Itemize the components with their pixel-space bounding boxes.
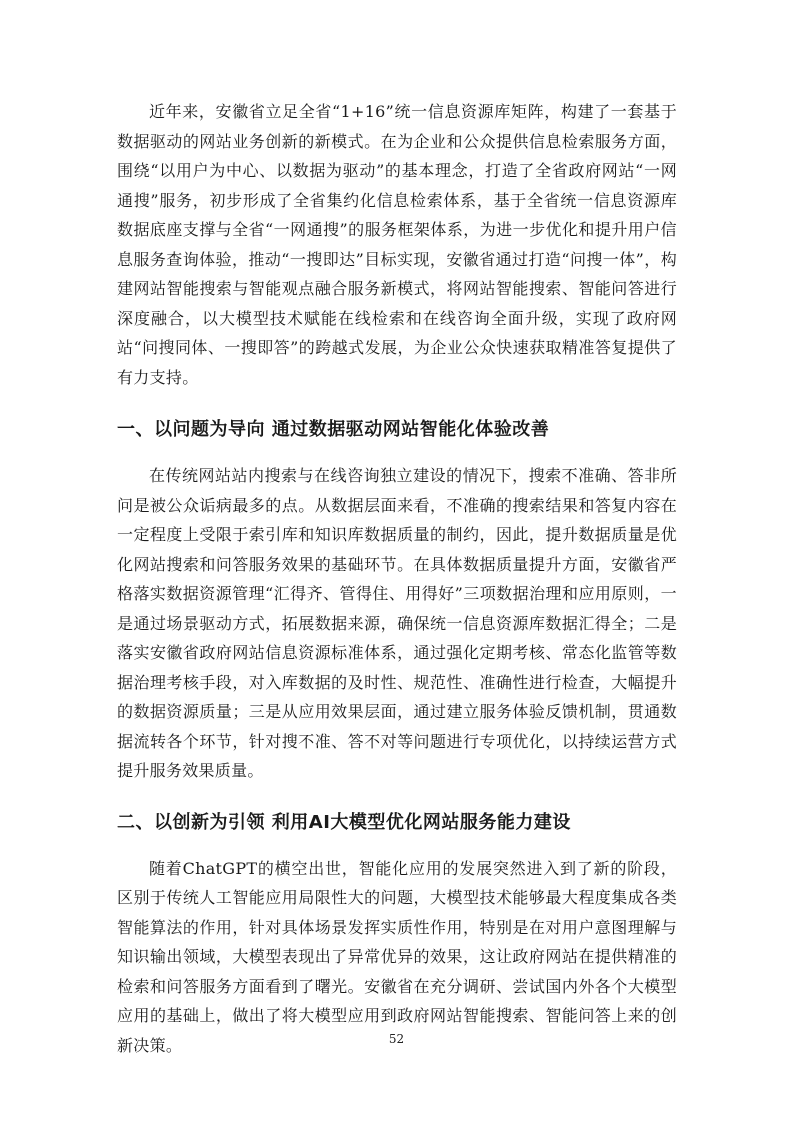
- section-2-heading: 二、以创新为引领 利用AI大模型优化网站服务能力建设: [117, 811, 571, 833]
- section-1-paragraph: 在传统网站站内搜索与在线咨询独立建设的情况下，搜索不准确、答非所问是被公众诟病最多的点。从数据层面来看，不准确的搜索结果和答复内容在一定程度上受限于索引库和知识库数据质量的制约，因此，提升数据质量是优化网站搜索和问答服务效果的基础环节。在具体数据质量提升方面，安徽省严格落实数据资源管理“汇得齐、管得住、用得好”三项数据治理和应用原则，一是通过场景驱动方式，拓展数据来源，确保统一信息资源库数据汇得全；二是落实安徽省政府网站信息资源标准体系，通过强化定期考核、常态化监管等数据治理考核手段，对入库数据的及时性、规范性、准确性进行检查，大幅提升的数据资源质量；三是从应用效果层面，通过建立服务体验反馈机制，贯通数据流转各个环节，针对搜不准、答不对等问题进行专项优化，以持续运营方式提升服务效果质量。: [117, 466, 677, 780]
- section-1-heading: 一、以问题为导向 通过数据驱动网站智能化体验改善: [117, 419, 550, 440]
- section-2-paragraph: 随着ChatGPT的横空出世，智能化应用的发展突然进入到了新的阶段，区别于传统人工智能应用局限性大的问题，大模型技术能够最大程度集成各类智能算法的作用，针对具体场景发挥实质性作用，特别是在对用户意图理解与知识输出领域，大模型表现出了异常优异的效果，这让政府网站在提供精准的检索和问答服务方面看到了曙光。安徽省在充分调研、尝试国内外各个大模型应用的基础上，做出了将大模型应用到政府网站智能搜索、智能问答上来的创新决策。: [117, 858, 677, 1055]
- intro-paragraph: 近年来，安徽省立足全省“1+16”统一信息资源库矩阵，构建了一套基于数据驱动的网站业务创新的新模式。在为企业和公众提供信息检索服务方面，围绕“以用户为中心、以数据为驱动”的基本理念，打造了全省政府网站“一网通搜”服务，初步形成了全省集约化信息检索体系，基于全省统一信息资源库数据底座支撑与全省“一网通搜”的服务框架体系，为进一步优化和提升用户信息服务查询体验，推动“一搜即达”目标实现，安徽省通过打造“问搜一体”，构建网站智能搜索与智能观点融合服务新模式，将网站智能搜索、智能问答进行深度融合，以大模型技术赋能在线检索和在线咨询全面升级，实现了政府网站“问搜同体、一搜即答”的跨越式发展，为企业公众快速获取精准答复提供了有力支持。: [117, 102, 677, 387]
- document-body: [117, 97, 677, 1060]
- page-number: 52: [388, 1032, 405, 1046]
